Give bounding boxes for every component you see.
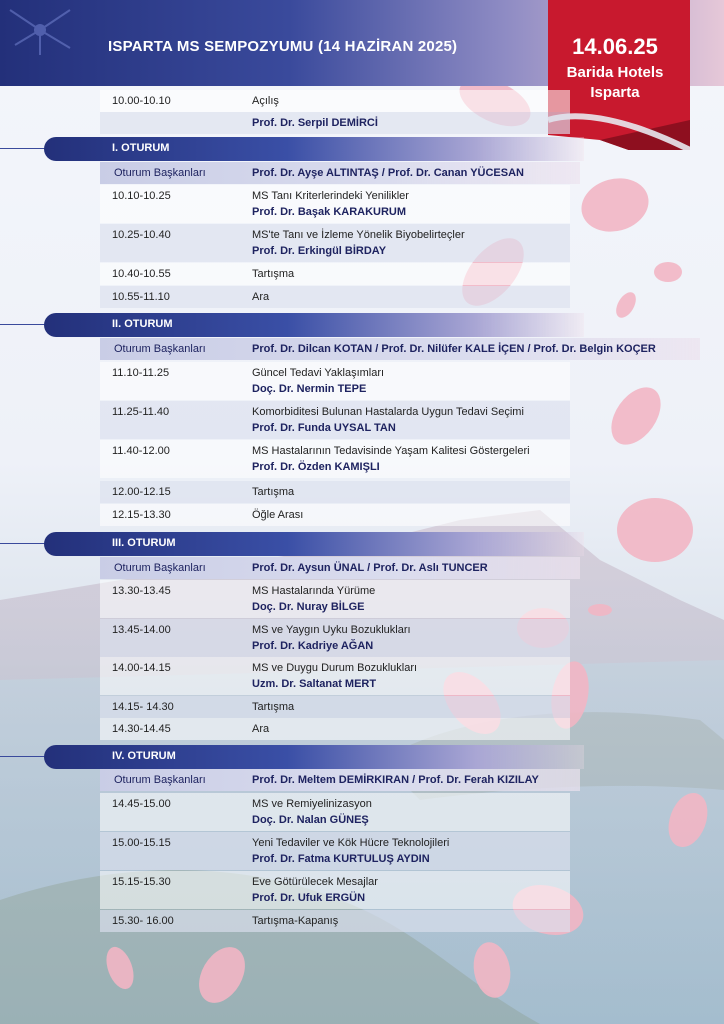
- schedule-row: [100, 871, 570, 909]
- speaker-name: Uzm. Dr. Saltanat MERT: [252, 678, 377, 690]
- speaker-name: Prof. Dr. Kadriye AĞAN: [252, 640, 374, 652]
- session-time: 12.15-13.30: [112, 509, 171, 521]
- talk-title: Güncel Tedavi Yaklaşımları: [252, 367, 385, 379]
- session-title: Tartışma-Kapanış: [252, 915, 339, 927]
- divider: [0, 756, 50, 757]
- session-title: Ara: [252, 291, 270, 303]
- session-title: Tartışma: [252, 486, 295, 498]
- session-time: 10.55-11.10: [112, 291, 170, 303]
- schedule-row: [100, 504, 570, 526]
- session-time: 11.10-11.25: [112, 367, 170, 379]
- session-name: I. OTURUM: [112, 142, 170, 154]
- schedule-row: [100, 362, 570, 400]
- schedule-row: [100, 440, 570, 478]
- divider: [0, 543, 50, 544]
- session-name: II. OTURUM: [112, 318, 173, 330]
- talk-title: MS ve Yaygın Uyku Bozuklukları: [252, 624, 411, 636]
- schedule-row: [100, 580, 570, 618]
- session-header: [44, 745, 584, 769]
- talk-title: Yeni Tedaviler ve Kök Hücre Teknolojileri: [252, 837, 450, 849]
- session-time: 10.10-10.25: [112, 190, 171, 202]
- schedule-row: [100, 224, 570, 262]
- talk-title: MS Hastalarının Tedavisinde Yaşam Kalitesi Göstergeleri: [252, 445, 530, 457]
- talk-title: Eve Götürülecek Mesajlar: [252, 876, 378, 888]
- schedule-row: [100, 619, 570, 657]
- chair-names: Prof. Dr. Ayşe ALTINTAŞ / Prof. Dr. Canan YÜCESAN: [252, 167, 524, 179]
- schedule-row: [100, 286, 570, 308]
- page-title: ISPARTA MS SEMPOZYUMU (14 HAZİRAN 2025): [108, 38, 458, 55]
- schedule-row: [100, 718, 570, 740]
- venue-city: Isparta: [590, 84, 640, 101]
- speaker-name: Prof. Dr. Başak KARAKURUM: [252, 206, 407, 218]
- session-time: 10.40-10.55: [112, 268, 171, 280]
- divider: [0, 324, 50, 325]
- chair-names: Prof. Dr. Dilcan KOTAN / Prof. Dr. Nilüfer KALE İÇEN / Prof. Dr. Belgin KOÇER: [252, 343, 656, 355]
- session-time: 14.45-15.00: [112, 798, 171, 810]
- schedule-row: [100, 657, 570, 695]
- session-title: Açılış: [252, 95, 279, 107]
- neuron-icon: [0, 0, 100, 60]
- chair-label: Oturum Başkanları: [114, 167, 206, 179]
- session-chairs: [100, 769, 580, 791]
- schedule-row: [100, 185, 570, 223]
- venue-name: Barida Hotels: [566, 64, 664, 81]
- speaker-name: Prof. Dr. Erkingül BİRDAY: [252, 245, 387, 257]
- schedule-row: [100, 263, 570, 285]
- session-header: [44, 532, 584, 556]
- speaker-name: Doç. Dr. Nermin TEPE: [252, 383, 367, 395]
- session-time: 10.00-10.10: [112, 95, 171, 107]
- session-time: 15.30- 16.00: [112, 915, 174, 927]
- talk-title: MS'te Tanı ve İzleme Yönelik Biyobelirteçler: [252, 229, 465, 241]
- event-date: 14.06.25: [572, 34, 658, 59]
- session-name: III. OTURUM: [112, 537, 176, 549]
- session-time: 13.45-14.00: [112, 624, 171, 636]
- session-time: 11.40-12.00: [112, 445, 170, 457]
- schedule-row: [100, 481, 570, 503]
- session-header: [44, 137, 584, 161]
- talk-title: MS ve Remiyelinizasyon: [252, 798, 372, 810]
- talk-title: MS Tanı Kriterlerindeki Yenilikler: [252, 190, 409, 202]
- schedule-row: [100, 90, 570, 112]
- session-title: Öğle Arası: [252, 509, 304, 521]
- schedule-row: [100, 696, 570, 718]
- schedule-row: [100, 793, 570, 831]
- session-title: Ara: [252, 723, 270, 735]
- session-time: 10.25-10.40: [112, 229, 171, 241]
- session-chairs: [100, 557, 580, 579]
- schedule-row: [100, 832, 570, 870]
- session-chairs: [100, 338, 700, 360]
- session-title: Tartışma: [252, 701, 295, 713]
- talk-title: Komorbiditesi Bulunan Hastalarda Uygun Tedavi Seçimi: [252, 406, 524, 418]
- schedule-row: [100, 910, 570, 932]
- session-header: [44, 313, 584, 337]
- session-time: 12.00-12.15: [112, 486, 171, 498]
- chair-names: Prof. Dr. Meltem DEMİRKIRAN / Prof. Dr. Ferah KIZILAY: [252, 774, 539, 786]
- session-time: 13.30-13.45: [112, 585, 171, 597]
- speaker-name: Prof. Dr. Serpil DEMİRCİ: [252, 117, 378, 129]
- schedule-row: [100, 401, 570, 439]
- speaker-name: Prof. Dr. Özden KAMIŞLI: [252, 461, 380, 473]
- speaker-name: Prof. Dr. Fatma KURTULUŞ AYDIN: [252, 853, 430, 865]
- session-time: 14.30-14.45: [112, 723, 171, 735]
- schedule-row: [100, 112, 570, 134]
- speaker-name: Doç. Dr. Nalan GÜNEŞ: [252, 814, 369, 826]
- session-time: 14.15- 14.30: [112, 701, 174, 713]
- speaker-name: Prof. Dr. Funda UYSAL TAN: [252, 422, 396, 434]
- session-time: 15.00-15.15: [112, 837, 171, 849]
- talk-title: MS Hastalarında Yürüme: [252, 585, 376, 597]
- session-time: 14.00-14.15: [112, 662, 171, 674]
- chair-names: Prof. Dr. Aysun ÜNAL / Prof. Dr. Aslı TUNCER: [252, 562, 488, 574]
- divider: [0, 148, 50, 149]
- chair-label: Oturum Başkanları: [114, 562, 206, 574]
- session-title: Tartışma: [252, 268, 295, 280]
- speaker-name: Doç. Dr. Nuray BİLGE: [252, 601, 365, 613]
- session-time: 15.15-15.30: [112, 876, 171, 888]
- session-chairs: [100, 162, 580, 184]
- session-time: 11.25-11.40: [112, 406, 170, 418]
- session-name: IV. OTURUM: [112, 750, 176, 762]
- talk-title: MS ve Duygu Durum Bozuklukları: [252, 662, 418, 674]
- chair-label: Oturum Başkanları: [114, 774, 206, 786]
- speaker-name: Prof. Dr. Ufuk ERGÜN: [252, 892, 366, 904]
- chair-label: Oturum Başkanları: [114, 343, 206, 355]
